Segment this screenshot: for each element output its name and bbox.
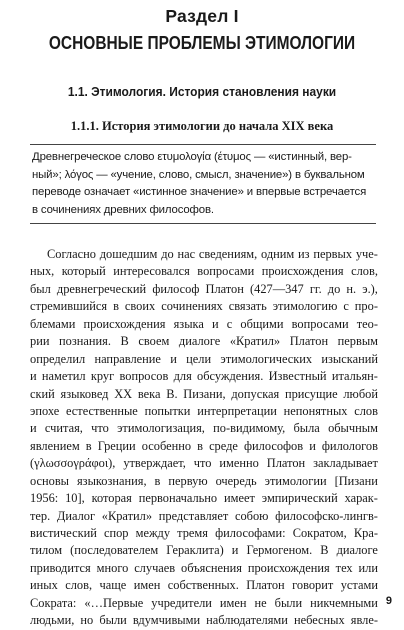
subsubsection-title: 1.1.1. История этимологии до начала XIX века <box>70 119 334 133</box>
body-line: и считая, что этимологизация, по-видимому, была обычным <box>30 421 378 436</box>
body-line: явлением в Греции особенно в среде философов и филологов <box>30 438 378 453</box>
body-line: Сократа: «…Первые учредители имен не были никчемными <box>30 595 378 610</box>
body-line: ский языковед XX века В. Пизани, допуская присущие любой <box>30 386 378 401</box>
body-line: рии познания. В своем диалоге «Кратил» Платон первым <box>30 334 378 349</box>
body-line: блемами происхождения языка и с общими вопросами тео- <box>30 316 378 331</box>
body-line: тилом (последователем Гераклита) и Гермогеном. В диалоге <box>30 543 378 558</box>
body-line: был древнегреческий философ Платон (427—347 гг. до н. э.), <box>30 281 378 296</box>
section-label: Раздел I <box>165 6 239 26</box>
abstract-line: в сочинениях древних философов. <box>32 203 214 216</box>
abstract-line: Древнегреческое слово ετυμολογία (έτυμος — «истинный, вер- <box>32 151 352 163</box>
body-line: эпохе естественные попытки интерпретации непонятных слов <box>30 403 378 418</box>
body-line: основы языкознания, в первую очередь этимологии [Пизани <box>30 473 378 488</box>
body-line: вистический спор между тремя философами: Сократом, Кра- <box>30 526 378 540</box>
body-line: (γλωσσογράφοι), утверждает, что именно Платон закладывает <box>30 456 378 471</box>
body-line: людьми, но были вдумчивыми наблюдателями небесных явле- <box>30 613 378 628</box>
body-line: определил направление и цели этимологических изысканий <box>30 351 378 366</box>
abstract-line: ный»; λόγος — «учение, слово, смысл, значение») в буквальном <box>32 168 365 181</box>
body-line: ных, который интересовался вопросами происхождения слов, <box>30 264 378 279</box>
section-title: ОСНОВНЫЕ ПРОБЛЕМЫ ЭТИМОЛОГИИ <box>48 33 356 53</box>
abstract-line: переводе означает «истинное значение» и впервые встречается <box>32 186 367 198</box>
body-line: тер. Диалог «Кратил» представляет собою философско-лингв- <box>30 508 378 523</box>
body-line: приводится много случаев объяснения происхождения тех или <box>30 560 378 575</box>
body-text <box>30 246 378 630</box>
body-line: 1956: 10], которая первоначально имеет эмпирический харак- <box>30 491 378 506</box>
body-line: иных слов, чаще имен собственных. Платон говорит устами <box>30 578 378 593</box>
body-line: и наметил круг вопросов для обсуждения. Известный итальян- <box>30 369 378 384</box>
page-number: 9 <box>385 595 392 607</box>
body-line: Согласно дошедшим до нас сведениям, одним из первых уче- <box>47 247 378 261</box>
abstract-box <box>30 144 376 224</box>
body-line: стремившийся в своих сочинениях связать этимологию с про- <box>30 299 378 314</box>
subsection-title: 1.1. Этимология. История становления науки <box>67 84 337 99</box>
